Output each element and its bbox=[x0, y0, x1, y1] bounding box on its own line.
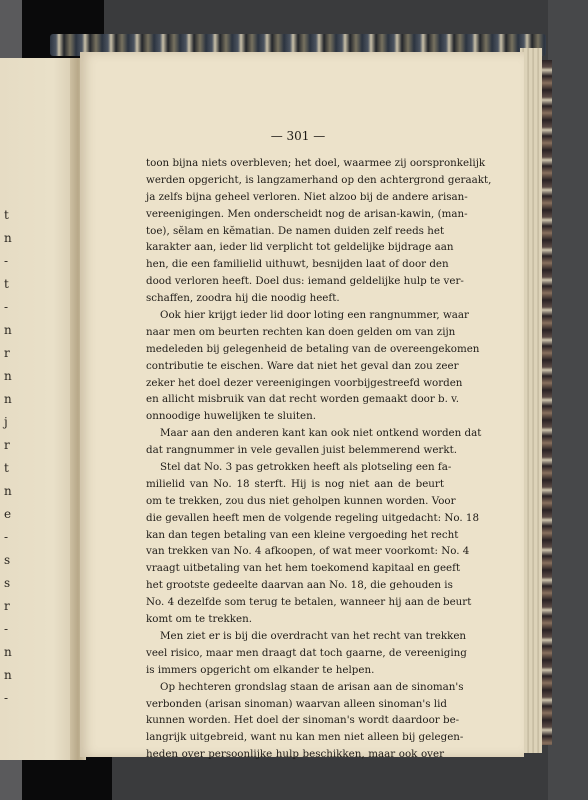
left-margin-char: s bbox=[4, 576, 11, 590]
text-line: naar men om beurten rechten kan doen gelden om van zijn bbox=[146, 325, 456, 338]
text-line: milielid van No. 18 sterft. Hij is nog niet aan de beurt bbox=[146, 477, 444, 490]
left-margin-char: r bbox=[4, 346, 10, 360]
text-line: en allicht misbruik van dat recht worden gemaakt door b. v. bbox=[146, 393, 460, 406]
text-line: Maar aan den anderen kant kan ook niet ontkend worden dat bbox=[160, 427, 482, 440]
text-line: medeleden bij gelegenheid de betaling van de overeengekomen bbox=[146, 342, 480, 355]
text-line: zeker het doel dezer vereenigingen voorbijgestreefd worden bbox=[146, 376, 463, 389]
left-page bbox=[0, 58, 76, 760]
text-line: No. 4 dezelfde som terug te betalen, wanneer hij aan de beurt bbox=[146, 596, 472, 609]
left-margin-char: t bbox=[4, 277, 9, 291]
text-line: toon bijna niets overbleven; het doel, waarmee zij oorspronkelijk bbox=[146, 157, 486, 169]
text-line: vereenigingen. Men onderscheidt nog de arisan-kawin, (man- bbox=[146, 207, 468, 220]
left-margin-char: n bbox=[4, 484, 12, 498]
text-line: veel risico, maar men draagt dat toch gaarne, de vereeniging bbox=[146, 646, 467, 659]
left-margin-char: - bbox=[4, 530, 9, 544]
left-margin-char: s bbox=[4, 553, 11, 567]
left-margin-char: - bbox=[4, 300, 9, 314]
text-line: komt om te trekken. bbox=[146, 613, 252, 626]
scan-background-right bbox=[548, 0, 588, 800]
left-margin-char: n bbox=[4, 645, 12, 659]
text-line: werden opgericht, is langzamerhand op den achtergrond geraakt, bbox=[146, 173, 492, 186]
text-line: kan dan tegen betaling van een kleine vergoeding het recht bbox=[146, 528, 459, 541]
text-line: heden over persoonlijke hulp beschikken, maar ook over bbox=[146, 748, 444, 761]
left-margin-char: t bbox=[4, 208, 9, 222]
left-margin-char: - bbox=[4, 691, 9, 705]
left-margin-char: n bbox=[4, 668, 12, 682]
page-number: — 301 — bbox=[270, 129, 326, 143]
text-line: kunnen worden. Het doel der sinoman's wordt daardoor be- bbox=[146, 714, 460, 727]
text-line: schaffen, zoodra hij die noodig heeft. bbox=[146, 292, 340, 305]
left-margin-char: t bbox=[4, 461, 9, 475]
text-line: toe), sĕlam en kĕmatian. De namen duiden zelf reeds het bbox=[146, 224, 445, 237]
text-line: om te trekken, zou dus niet geholpen kunnen worden. Voor bbox=[146, 494, 456, 507]
text-line: verbonden (arisan sinoman) waarvan alleen sinoman's lid bbox=[146, 697, 447, 710]
left-margin-char: n bbox=[4, 323, 12, 337]
text-line: langrijk uitgebreid, want nu kan men niet alleen bij gelegen- bbox=[146, 731, 464, 744]
text-line: Ook hier krijgt ieder lid door loting een rangnummer, waar bbox=[160, 309, 469, 322]
left-margin-char: n bbox=[4, 369, 12, 383]
page-body-text bbox=[146, 155, 492, 763]
left-margin-char: n bbox=[4, 231, 12, 245]
text-line: onnoodige huwelijken te sluiten. bbox=[146, 410, 317, 423]
text-line: contributie te eischen. Ware dat niet het geval dan zou zeer bbox=[146, 359, 459, 372]
left-margin-char: j bbox=[4, 415, 8, 429]
text-line: vraagt uitbetaling van het hem toekomend kapitaal en geeft bbox=[146, 562, 461, 575]
left-margin-char: n bbox=[4, 392, 12, 406]
text-line: karakter aan, ieder lid verplicht tot geldelijke bijdrage aan bbox=[146, 241, 454, 254]
text-line: ja zelfs bijna geheel verloren. Niet alzoo bij de andere arisan- bbox=[146, 190, 468, 203]
text-line: Stel dat No. 3 pas getrokken heeft als plotseling een fa- bbox=[160, 461, 452, 474]
text-line: van trekken van No. 4 afkoopen, of wat meer voorkomt: No. 4 bbox=[146, 545, 470, 558]
text-line: dat rangnummer in vele gevallen juist belemmerend werkt. bbox=[146, 444, 457, 457]
text-line: het grootste gedeelte daarvan aan No. 18, die gehouden is bbox=[146, 579, 453, 592]
text-line: hen, die een familielid uithuwt, besnijden laat of door den bbox=[146, 258, 449, 271]
left-margin-char: r bbox=[4, 438, 10, 452]
left-margin-char: - bbox=[4, 254, 9, 268]
text-line: dood verloren heeft. Doel dus: iemand geldelijke hulp te ver- bbox=[146, 275, 464, 288]
text-line: Men ziet er is bij die overdracht van het recht van trekken bbox=[160, 629, 467, 642]
text-line: is immers opgericht om elkander te helpen. bbox=[146, 663, 375, 676]
text-line: die gevallen heeft men de volgende regeling uitgedacht: No. 18 bbox=[146, 511, 480, 524]
text-line: Op hechteren grondslag staan de arisan aan de sinoman's bbox=[160, 680, 464, 693]
left-margin-char: r bbox=[4, 599, 10, 613]
left-margin-char: - bbox=[4, 622, 9, 636]
left-margin-char: e bbox=[4, 507, 12, 521]
